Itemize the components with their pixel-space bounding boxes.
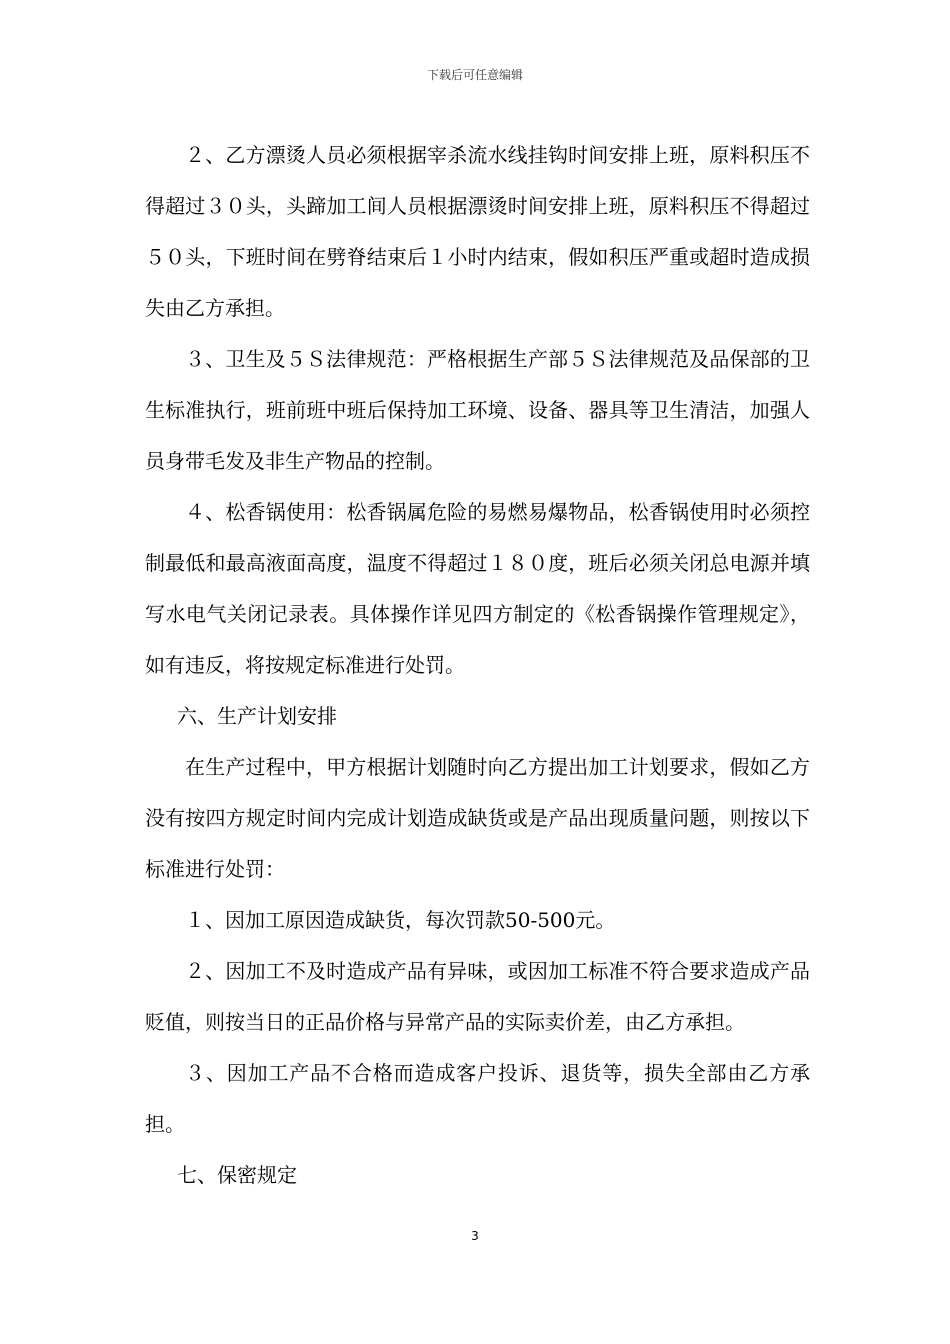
section-heading-confidentiality: 七、保密规定 bbox=[177, 1163, 297, 1187]
paragraph-rosin-pot: ４、松香锅使用：松香锅属危险的易燃易爆物品，松香锅使用时必须控制最低和最高液面高度，温度不得超过１８０度，班后必须关闭总电源并填写水电气关闭记录表。具体操作详见四方制定的《松香锅操作管理规定》，如有违反，将按规定标准进行处罚。 bbox=[145, 500, 810, 677]
section-heading-production-plan: 六、生产计划安排 bbox=[177, 704, 337, 728]
header-note: 下载后可任意编辑 bbox=[426, 68, 523, 82]
paragraph-penalty-complaint: ３、因加工产品不合格而造成客户投诉、退货等，损失全部由乙方承担。 bbox=[145, 1061, 810, 1136]
paragraph-penalty-shortage: １、因加工原因造成缺货，每次罚款50-500元。 bbox=[185, 908, 616, 932]
page-number: 3 bbox=[471, 1229, 479, 1243]
paragraph-penalty-odor: ２、因加工不及时造成产品有异味，或因加工标准不符合要求造成产品贬值，则按当日的正品价格与异常产品的实际卖价差，由乙方承担。 bbox=[145, 959, 810, 1034]
paragraph-hygiene-5s: ３、卫生及５Ｓ法律规范：严格根据生产部５Ｓ法律规范及品保部的卫生标准执行，班前班中班后保持加工环境、设备、器具等卫生清洁，加强人员身带毛发及非生产物品的控制。 bbox=[145, 347, 810, 473]
paragraph-production-plan-intro: 在生产过程中，甲方根据计划随时向乙方提出加工计划要求，假如乙方没有按四方规定时间内完成计划造成缺货或是产品出现质量问题，则按以下标准进行处罚： bbox=[145, 755, 810, 881]
paragraph-rinsing-staff: ２、乙方漂烫人员必须根据宰杀流水线挂钩时间安排上班，原料积压不得超过３０头，头蹄加工间人员根据漂烫时间安排上班，原料积压不得超过５０头，下班时间在劈脊结束后１小时内结束，假如积压严重或超时造成损失由乙方承担。 bbox=[145, 143, 810, 320]
document-body bbox=[145, 130, 810, 1201]
